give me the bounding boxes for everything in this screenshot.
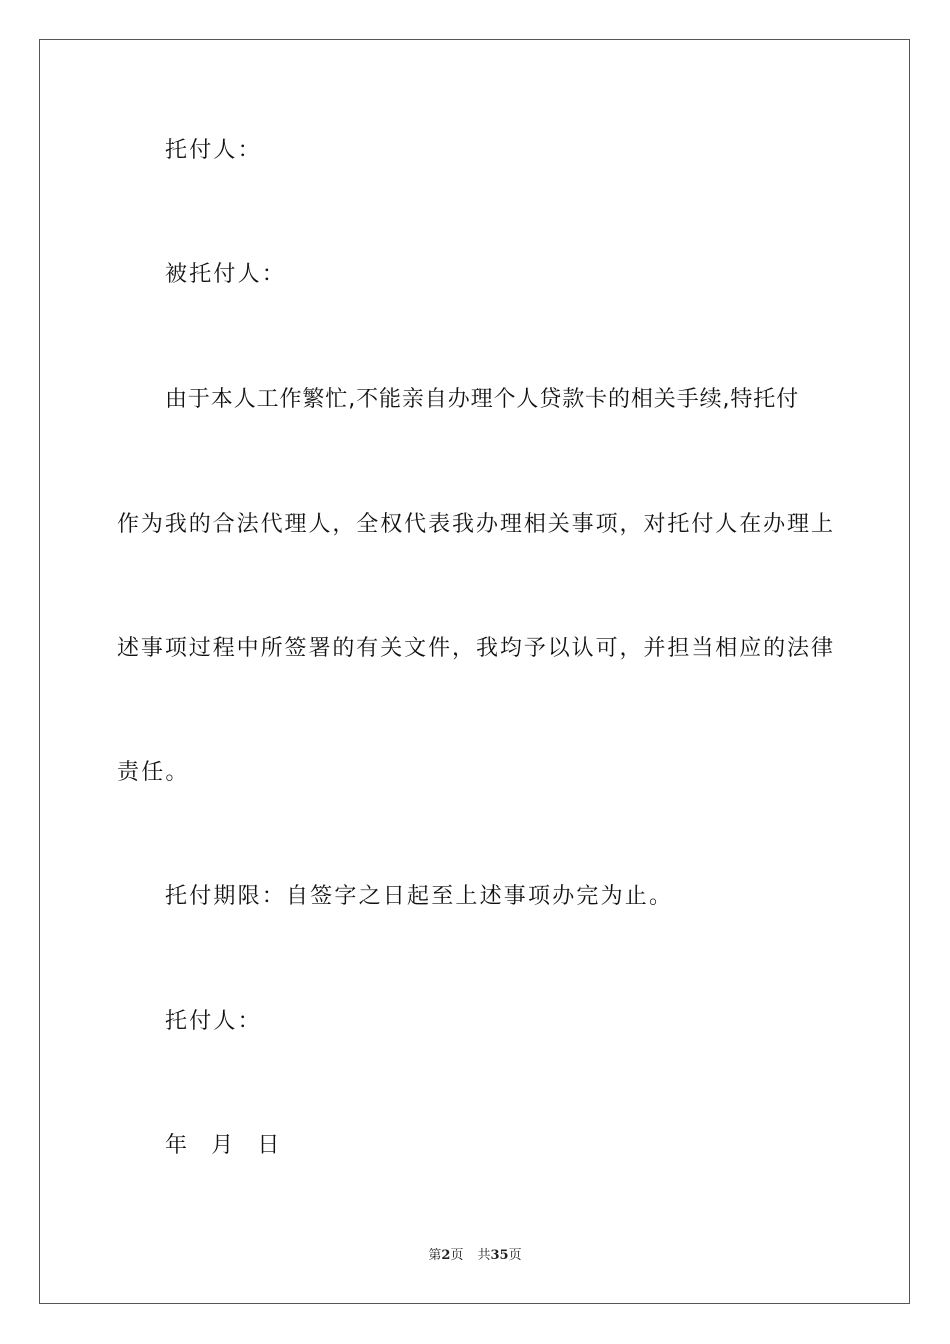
date-month: 月	[211, 1133, 236, 1158]
entruster-label-top: 托付人：	[165, 138, 262, 163]
date-day: 日	[257, 1133, 282, 1158]
page-number: 2	[441, 1248, 451, 1263]
page-border	[39, 39, 910, 1304]
page-prefix: 第	[428, 1248, 442, 1263]
paragraph-line-3: 述事项过程中所签署的有关文件，我均予以认可，并担当相应的法律	[117, 636, 833, 661]
page-footer	[0, 1248, 950, 1264]
page-suffix: 页	[450, 1248, 464, 1263]
term-line: 托付期限：自签字之日起至上述事项办完为止。	[165, 884, 674, 909]
total-pages: 35	[490, 1248, 509, 1263]
trustee-label: 被托付人：	[165, 262, 287, 287]
paragraph-line-2: 作为我的合法代理人，全权代表我办理相关事项，对托付人在办理上	[117, 512, 833, 537]
date-line	[165, 1133, 304, 1159]
total-prefix: 共	[477, 1248, 491, 1263]
date-year: 年	[165, 1133, 190, 1158]
paragraph-line-4: 责任。	[117, 760, 190, 785]
entruster-label-bottom: 托付人：	[165, 1009, 262, 1034]
total-suffix: 页	[508, 1248, 522, 1263]
paragraph-line-1: 由于本人工作繁忙,不能亲自办理个人贷款卡的相关手续,特托付	[165, 387, 800, 412]
